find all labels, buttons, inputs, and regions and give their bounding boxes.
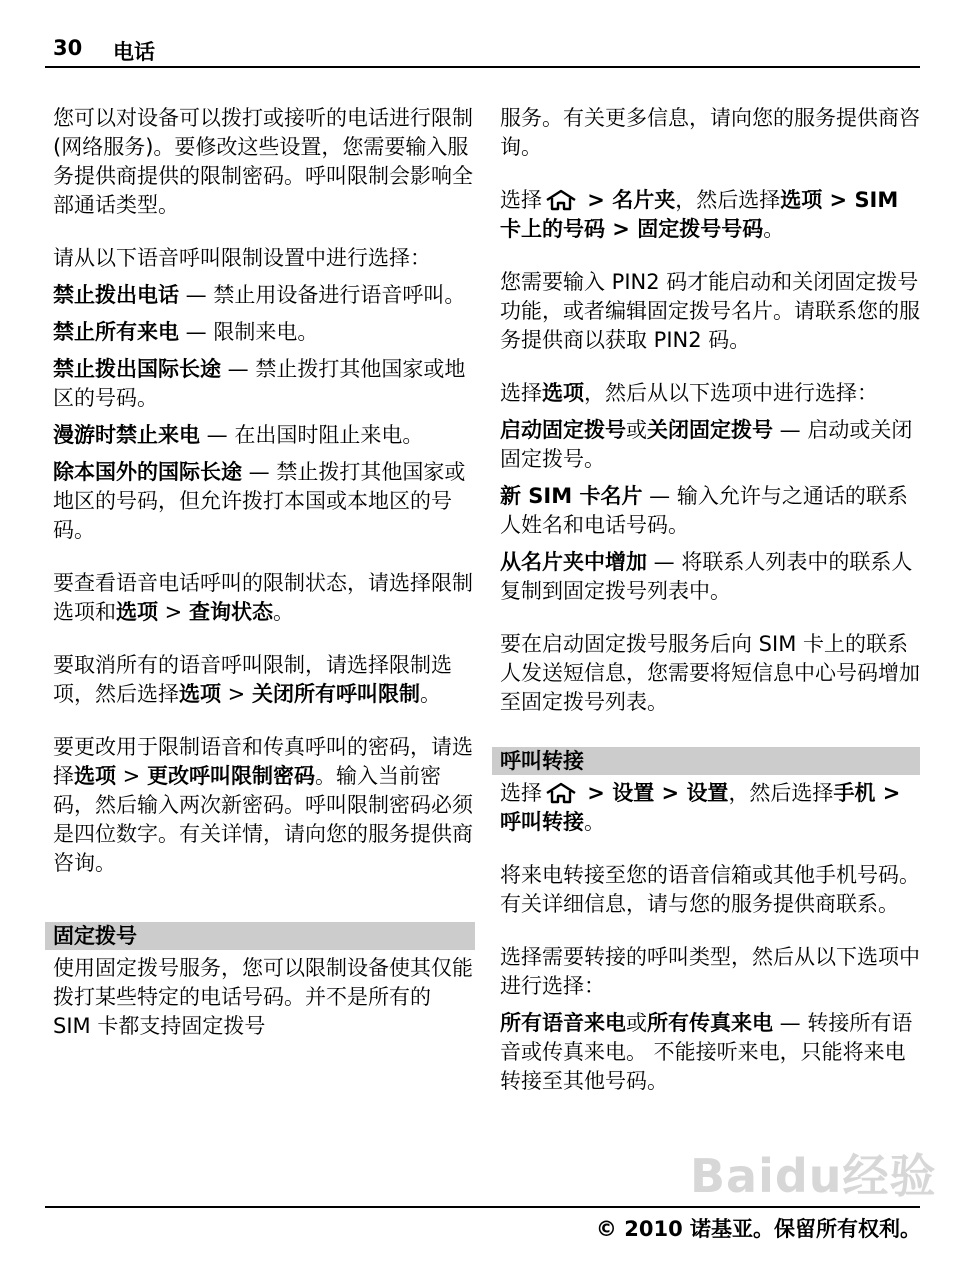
text: 。 — [272, 600, 294, 624]
desc: — 将联系人列表中的联系人复制到固定拨号列表中。 — [500, 550, 913, 603]
separator: > — [875, 781, 901, 805]
separator: > — [580, 781, 613, 805]
separator: > — [605, 217, 638, 241]
term: 所有语音来电 — [500, 1011, 626, 1035]
cancel-barring-paragraph — [53, 651, 475, 709]
menu-term: 选项 — [780, 188, 823, 212]
menu-term: 选项 — [542, 381, 584, 405]
copyright-footer: © 2010 诺基亚。保留所有权利。 — [595, 1217, 921, 1241]
text: ，然后选择 — [728, 781, 834, 805]
term: 除本国外的国际长途 — [53, 460, 242, 484]
home-icon — [544, 189, 578, 211]
continued-paragraph: 服务。有关更多信息，请向您的服务提供商咨询。 — [500, 106, 920, 159]
separator: > — [221, 682, 252, 706]
page-number: 30 — [53, 36, 83, 60]
desc: — 禁止拨打其他国家或地区的号码。 — [53, 357, 466, 410]
forward-select-prompt: 选择需要转接的呼叫类型，然后从以下选项中进行选择： — [500, 945, 920, 998]
footer-rule — [45, 1206, 920, 1208]
term: 漫游时禁止来电 — [53, 423, 200, 447]
term: 从名片夹中增加 — [500, 550, 647, 574]
left-column — [45, 104, 475, 1041]
menu-term: 关闭所有呼叫限制 — [251, 682, 420, 706]
term: 禁止所有来电 — [53, 320, 179, 344]
list-item — [500, 548, 920, 606]
separator: > — [116, 764, 147, 788]
path-paragraph — [500, 186, 920, 244]
menu-term: 选项 — [116, 600, 158, 624]
text: 。 — [419, 682, 441, 706]
chapter-title: 电话 — [113, 40, 155, 64]
forward-path-paragraph — [500, 779, 920, 837]
menu-term: 更改呼叫限制密码 — [146, 764, 315, 788]
desc: — 禁止用设备进行语音呼叫。 — [179, 283, 466, 307]
text: 或 — [626, 1011, 647, 1035]
section-heading-fixed-dialing: 固定拨号 — [45, 922, 475, 950]
separator: > — [822, 188, 855, 212]
menu-term: 名片夹 — [612, 188, 676, 212]
text: 选择 — [500, 381, 542, 405]
list-item — [500, 1009, 920, 1096]
term: 启动固定拨号 — [500, 418, 626, 442]
menu-term: 选项 — [74, 764, 116, 788]
term: 所有传真来电 — [647, 1011, 773, 1035]
text: 。 — [584, 810, 605, 834]
fixed-dialing-intro: 使用固定拨号服务，您可以限制设备使其仅能拨打某些特定的电话号码。并不是所有的 SIM 卡都支持固定拨号 — [53, 956, 473, 1038]
right-column — [492, 104, 920, 1096]
text: 选择 — [500, 188, 542, 212]
desc: — 启动或关闭固定拨号。 — [500, 418, 913, 471]
text: 要取消所有的语音呼叫限制，请选择限制选项，然后选择 — [53, 653, 452, 706]
text: 要更改用于限制语音和传真呼叫的密码，请选择 — [53, 735, 473, 788]
query-status-paragraph — [53, 569, 475, 627]
list-item — [53, 421, 475, 450]
page-header — [45, 36, 920, 66]
list-item — [500, 416, 920, 474]
text: 要查看语音电话呼叫的限制状态，请选择限制选项和 — [53, 571, 473, 624]
text: 。 — [763, 217, 785, 241]
menu-term: 选项 — [179, 682, 221, 706]
text: 。输入当前密码，然后输入两次新密码。呼叫限制密码必须是四位数字。有关详情，请向您的服务提供商咨询。 — [53, 764, 473, 875]
term: 关闭固定拨号 — [647, 418, 773, 442]
term: 新 SIM 卡名片 — [500, 484, 643, 508]
change-password-paragraph — [53, 733, 475, 878]
list-item — [500, 482, 920, 540]
menu-term: 固定拨号号码 — [637, 217, 764, 241]
text: ，然后从以下选项中进行选择： — [584, 381, 878, 405]
intro-paragraph: 您可以对设备可以拨打或接听的电话进行限制 (网络服务)。要修改这些设置，您需要输入服务提供商提供的限制密码。呼叫限制会影响全部通话类型。 — [53, 106, 473, 217]
text: ，然后选择 — [675, 188, 781, 212]
list-item — [53, 318, 475, 347]
list-item — [53, 458, 475, 545]
watermark: Baidu经验 — [690, 1149, 937, 1203]
text: 或 — [626, 418, 647, 442]
separator: > — [580, 188, 613, 212]
text: 选择 — [500, 781, 542, 805]
term: 禁止拨出国际长途 — [53, 357, 221, 381]
separator: > — [654, 781, 687, 805]
forward-description: 将来电转接至您的语音信箱或其他手机号码。有关详细信息，请与您的服务提供商联系。 — [500, 863, 920, 916]
sms-paragraph: 要在启动固定拨号服务后向 SIM 卡上的联系人发送短信息，您需要将短信息中心号码增加至固定拨号列表。 — [500, 632, 920, 714]
menu-term: 查询状态 — [188, 600, 273, 624]
desc: — 限制来电。 — [179, 320, 319, 344]
separator: > — [158, 600, 189, 624]
menu-term: 呼叫转接 — [500, 810, 584, 834]
list-item — [53, 355, 475, 413]
options-prompt — [500, 379, 920, 408]
desc: — 转接所有语音或传真来电。 不能接听来电，只能将来电转接至其他号码。 — [500, 1011, 913, 1093]
pin2-paragraph: 您需要输入 PIN2 码才能启动和关闭固定拨号功能，或者编辑固定拨号名片。请联系您的服务提供商以获取 PIN2 码。 — [500, 270, 920, 352]
list-item — [53, 281, 475, 310]
section-heading-call-forwarding: 呼叫转接 — [492, 747, 920, 775]
header-rule — [45, 66, 920, 68]
select-prompt: 请从以下语音呼叫限制设置中进行选择： — [53, 246, 431, 270]
home-icon — [544, 782, 578, 804]
menu-term: 设置 — [686, 781, 729, 805]
desc: — 输入允许与之通话的联系人姓名和电话号码。 — [500, 484, 908, 537]
menu-term: SIM 卡上的号码 — [500, 188, 899, 241]
menu-term: 设置 — [612, 781, 655, 805]
menu-term: 手机 — [833, 781, 876, 805]
term: 禁止拨出电话 — [53, 283, 179, 307]
desc: — 在出国时阻止来电。 — [200, 423, 424, 447]
desc: — 禁止拨打其他国家或地区的号码，但允许拨打本国或本地区的号码。 — [53, 460, 466, 542]
